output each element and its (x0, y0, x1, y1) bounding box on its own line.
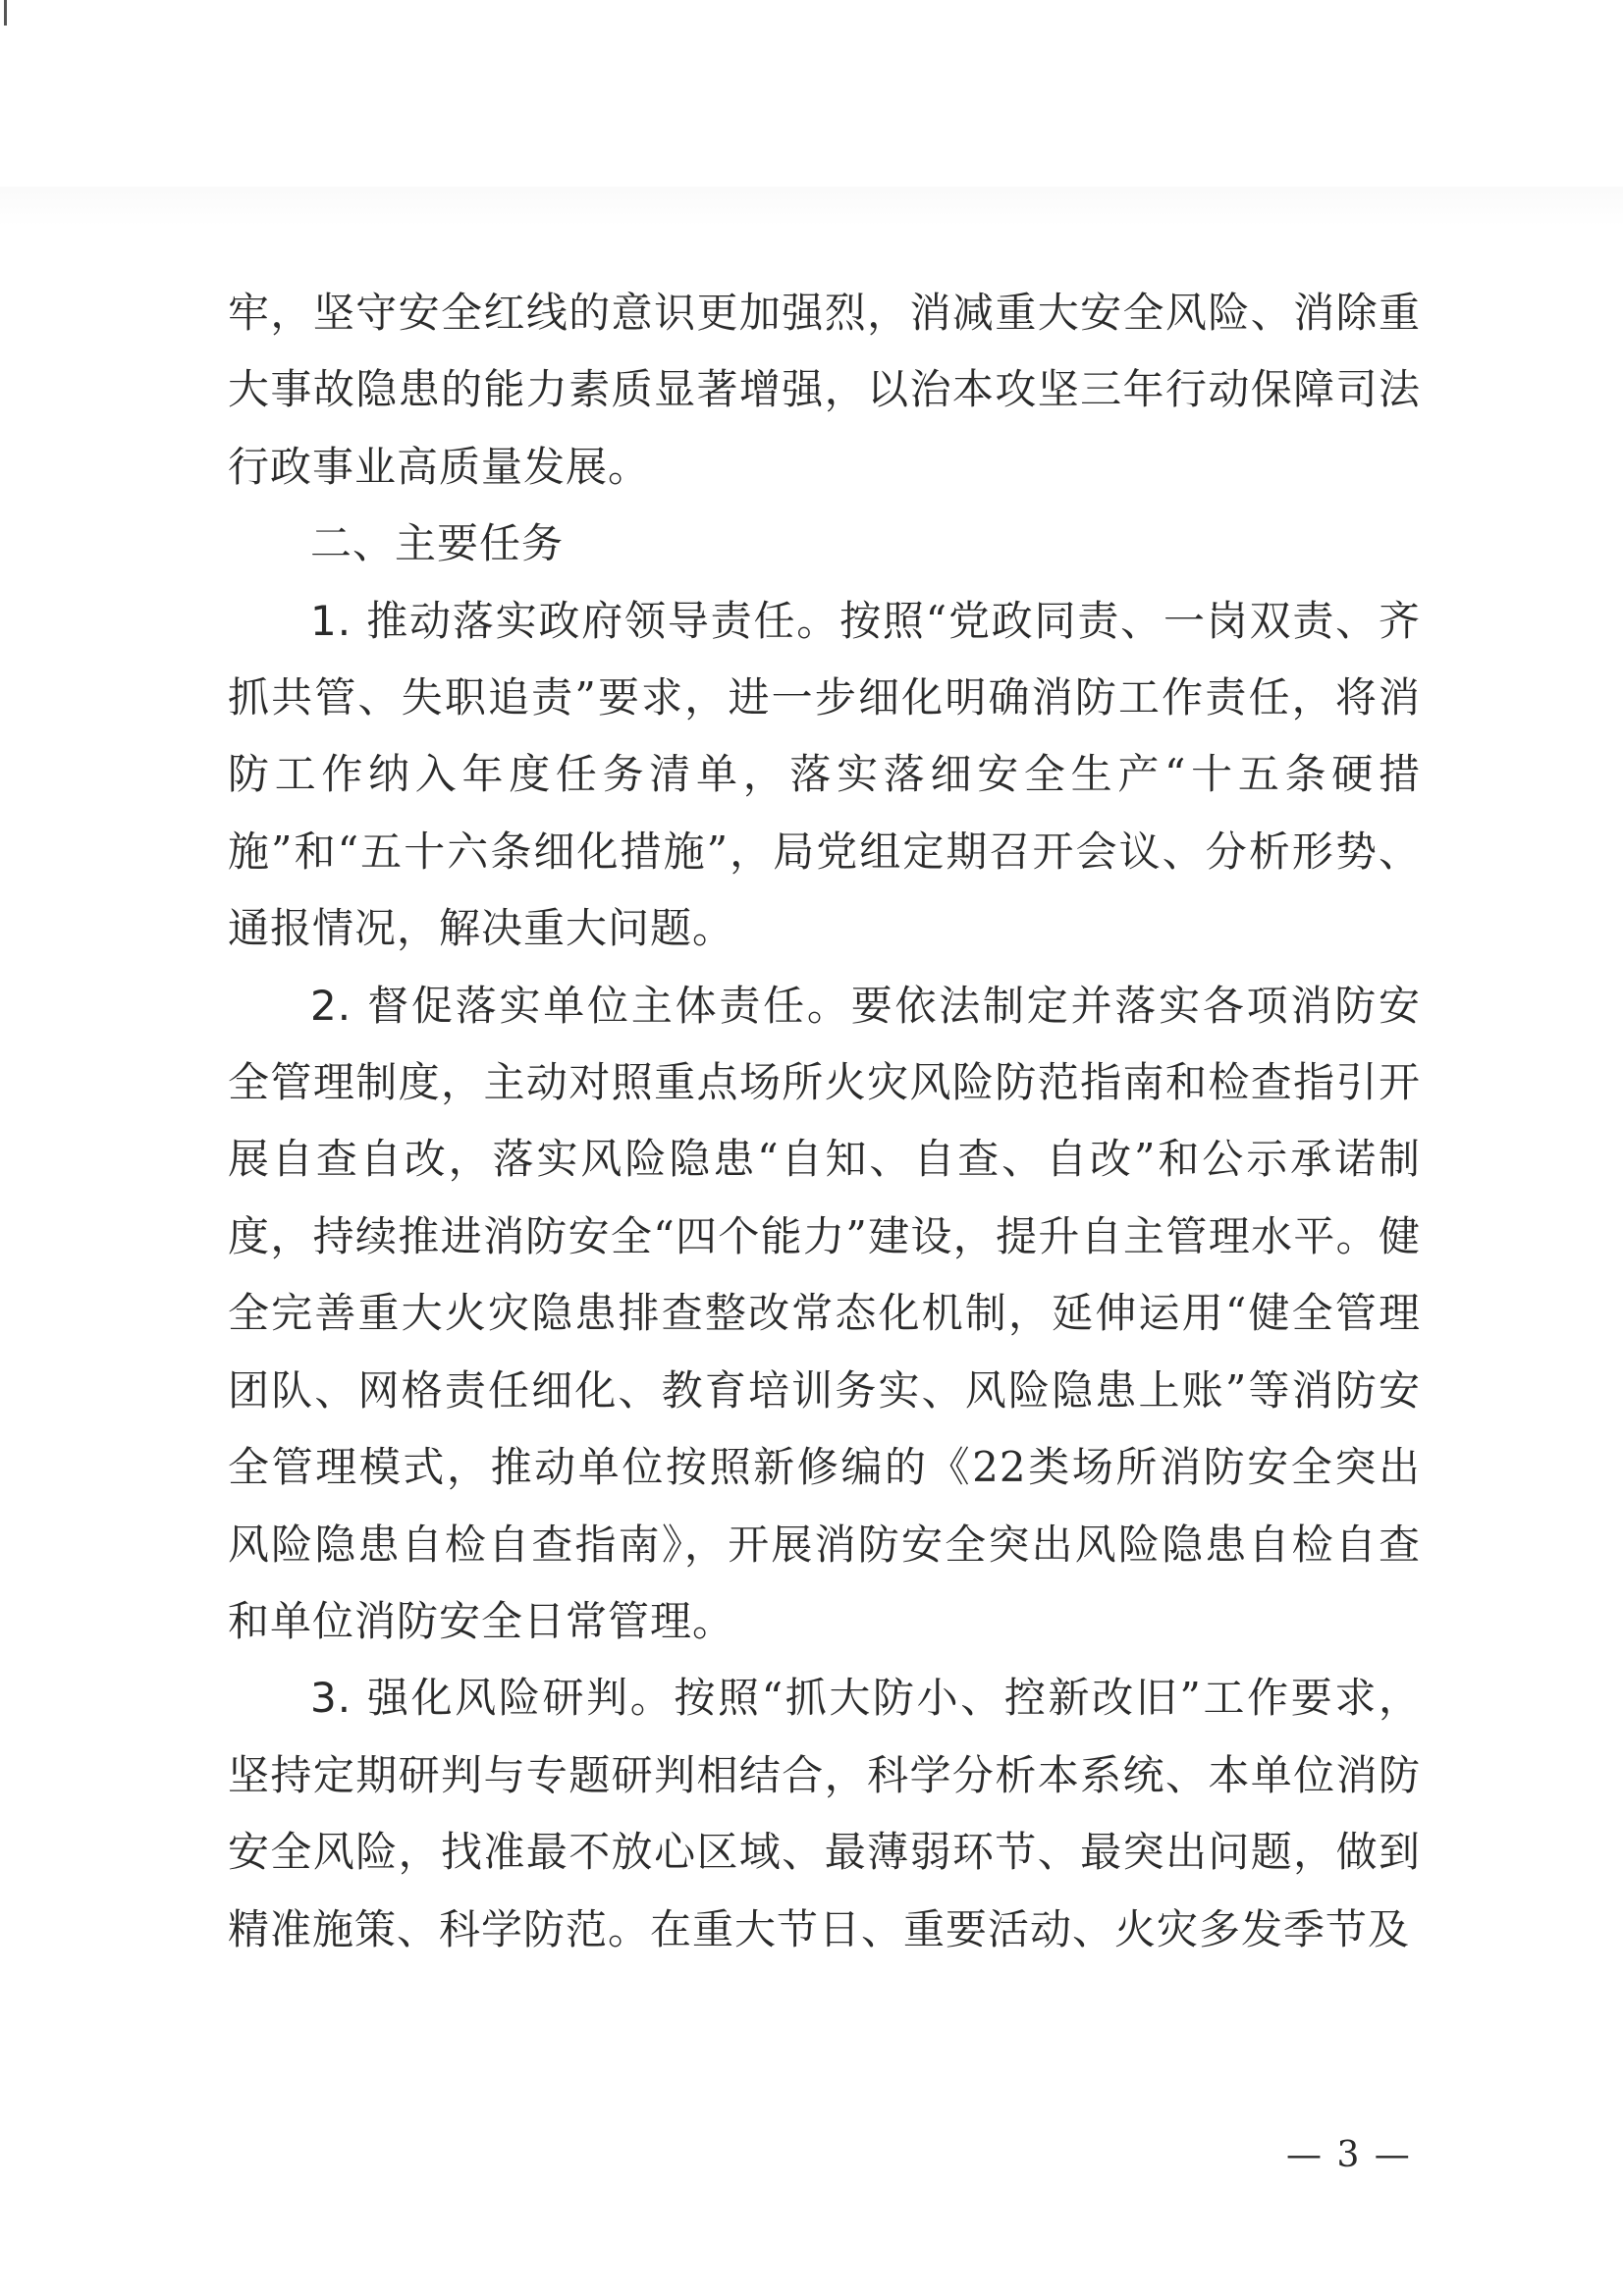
task-paragraph-3 (228, 1660, 1421, 1968)
task-lead-3: 3. 强化风险研判。 (310, 1674, 675, 1723)
task-body-2: 要依法制定并落实各项消防安全管理制度，主动对照重点场所火灾风险防范指南和检查指引开展自查自改，落实风险隐患“自知、自查、自改”和公示承诺制度，持续推进消防安全“四个能力”建设，提升自主管理水平。健全完善重大火灾隐患排查整改常态化机制，延伸运用“健全管理团队、网格责任细化、教育培训务实、风险隐患上账”等消防安全管理模式，推动单位按照新修编的《22类场所消防安全突出风险隐患自检自查指南》，开展消防安全突出风险隐患自检自查和单位消防安全日常管理。 (228, 981, 1421, 1645)
task-lead-1: 1. 推动落实政府领导责任。 (310, 596, 840, 645)
scan-shadow (0, 187, 1623, 226)
task-lead-2: 2. 督促落实单位主体责任。 (310, 981, 851, 1030)
task-paragraph-2 (228, 968, 1421, 1661)
document-body (228, 275, 1421, 1968)
continued-paragraph: 牢，坚守安全红线的意识更加强烈，消减重大安全风险、消除重大事故隐患的能力素质显著增强，以治本攻坚三年行动保障司法行政事业高质量发展。 (228, 289, 1421, 491)
task-paragraph-1 (228, 583, 1421, 968)
page-number: — 3 — (1286, 2135, 1412, 2175)
section-heading: 二、主要任务 (310, 519, 565, 568)
task-body-3: 按照“抓大防小、控新改旧”工作要求，坚持定期研判与专题研判相结合，科学分析本系统、本单位消防安全风险，找准最不放心区域、最薄弱环节、最突出问题，做到精准施策、科学防范。在重大节日、重要活动、火灾多发季节及 (228, 1674, 1421, 1953)
scan-edge-mark (4, 0, 7, 26)
task-body-1: 按照“党政同责、一岗双责、齐抓共管、失职追责”要求，进一步细化明确消防工作责任，将消防工作纳入年度任务清单，落实落细安全生产“十五条硬措施”和“五十六条细化措施”，局党组定期召开会议、分析形势、通报情况，解决重大问题。 (228, 596, 1421, 953)
